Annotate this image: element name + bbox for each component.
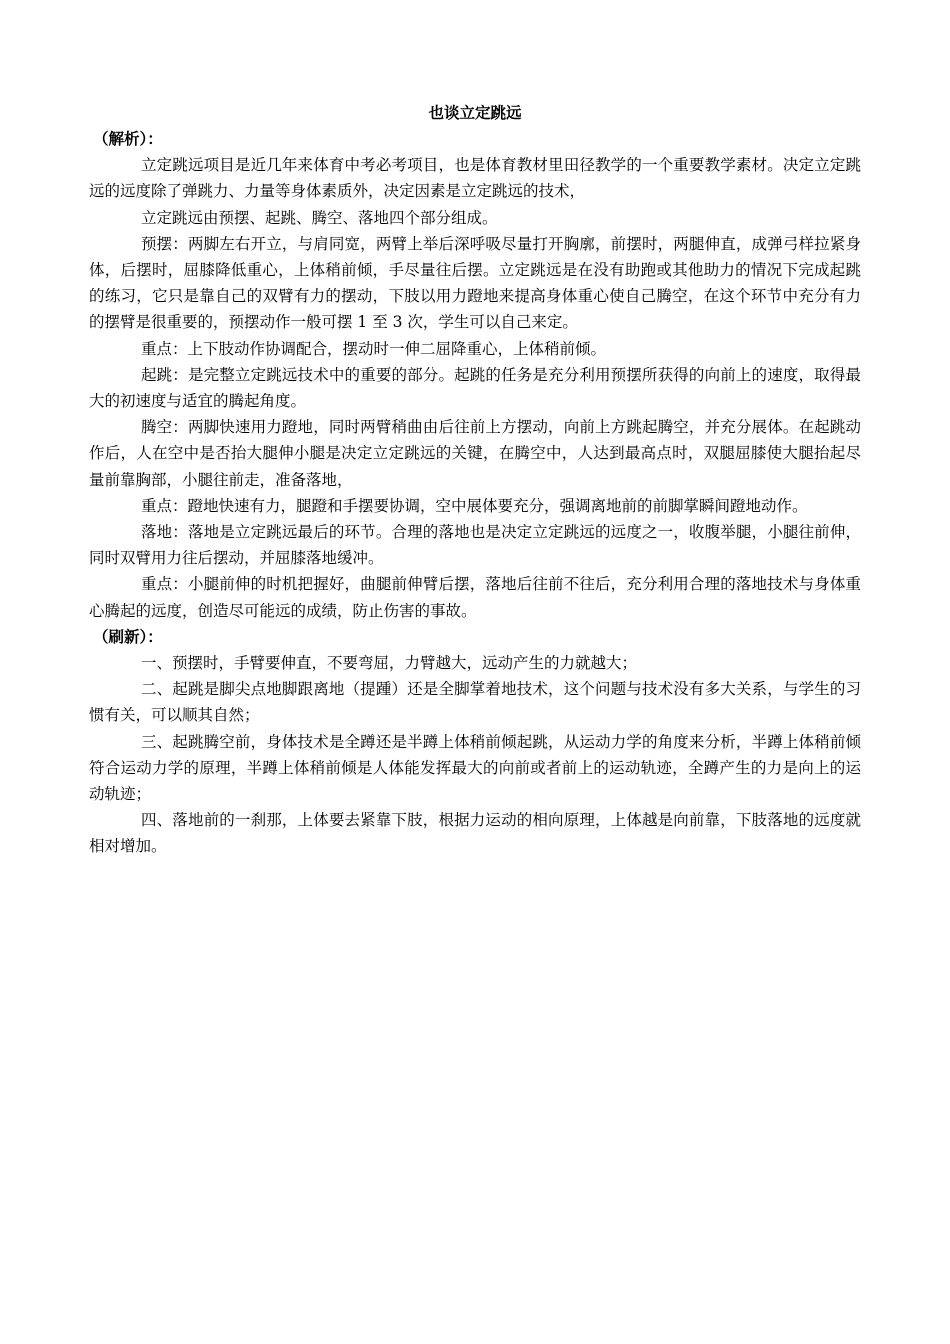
paragraph: 腾空：两脚快速用力蹬地，同时两臂稍曲由后往前上方摆动，向前上方跳起腾空，并充分展体。在起跳动作后，人在空中是否抬大腿伸小腿是决定立定跳远的关键，在腾空中，人达到最高点时，双腿屈膝使大腿抬起尽量前靠胸部，小腿往前走，准备落地， <box>89 418 861 489</box>
paragraph: 落地：落地是立定跳远最后的环节。合理的落地也是决定立定跳远的远度之一，收腹举腿，小腿往前伸，同时双臂用力往后摆动，并屈膝落地缓冲。 <box>89 523 861 568</box>
document-title: 也谈立定跳远 <box>428 104 522 122</box>
paragraph: 三、起跳腾空前，身体技术是全蹲还是半蹲上体稍前倾起跳，从运动力学的角度来分析，半蹲上体稍前倾符合运动力学的原理，半蹲上体稍前倾是人体能发挥最大的向前或者前上的运动轨迹，全蹲产生的力是向上的运动轨迹； <box>89 732 861 804</box>
document-page <box>89 100 861 860</box>
paragraph: 重点：蹬地快速有力，腿蹬和手摆要协调，空中展体要充分，强调离地前的前脚掌瞬间蹬地动作。 <box>141 496 808 515</box>
paragraph: 重点：上下肢动作协调配合，摆动时一伸二屈降重心，上体稍前倾。 <box>141 339 607 358</box>
paragraph: 预摆：两脚左右开立，与肩同宽，两臂上举后深呼吸尽量打开胸廓，前摆时，两腿伸直，成弹弓样拉紧身体，后摆时，屈膝降低重心，上体稍前倾，手尽量往后摆。立定跳远是在没有助跑或其他助力的情况下完成起跳的练习，它只是靠自己的双臂有力的摆动，下肢以用力蹬地来提高身体重心使自己腾空，在这个环节中充分有力的摆臂是很重要的，预摆动作一般可摆 1 至 3 次，学生可以自己来定。 <box>89 234 861 332</box>
analysis-heading: （解析）： <box>93 130 163 148</box>
paragraph: 立定跳远项目是近几年来体育中考必考项目，也是体育教材里田径教学的一个重要教学素材。决定立定跳远的远度除了弹跳力、力量等身体素质外，决定因素是立定跳远的技术， <box>89 156 861 201</box>
paragraph: 起跳：是完整立定跳远技术中的重要的部分。起跳的任务是充分利用预摆所获得的向前上的速度，取得最大的初速度与适宜的腾起角度。 <box>89 365 861 411</box>
refresh-heading: （刷新）： <box>93 627 163 646</box>
paragraph: 二、起跳是脚尖点地脚跟离地（提踵）还是全脚掌着地技术，这个问题与技术没有多大关系，与学生的习惯有关，可以顺其自然； <box>89 680 861 725</box>
refresh-section <box>89 624 861 860</box>
paragraph: 重点：小腿前伸的时机把握好，曲腿前伸臂后摆，落地后往前不往后，充分利用合理的落地技术与身体重心腾起的远度，创造尽可能远的成绩，防止伤害的事故。 <box>89 575 861 620</box>
paragraph: 四、落地前的一刹那，上体要去紧靠下肢，根据力运动的相向原理，上体越是向前靠，下肢落地的远度就相对增加。 <box>89 811 861 856</box>
paragraph: 立定跳远由预摆、起跳、腾空、落地四个部分组成。 <box>141 208 498 227</box>
analysis-section <box>89 126 861 624</box>
paragraph: 一、预摆时，手臂要伸直，不要弯屈，力臂越大，远动产生的力就越大； <box>141 654 638 673</box>
